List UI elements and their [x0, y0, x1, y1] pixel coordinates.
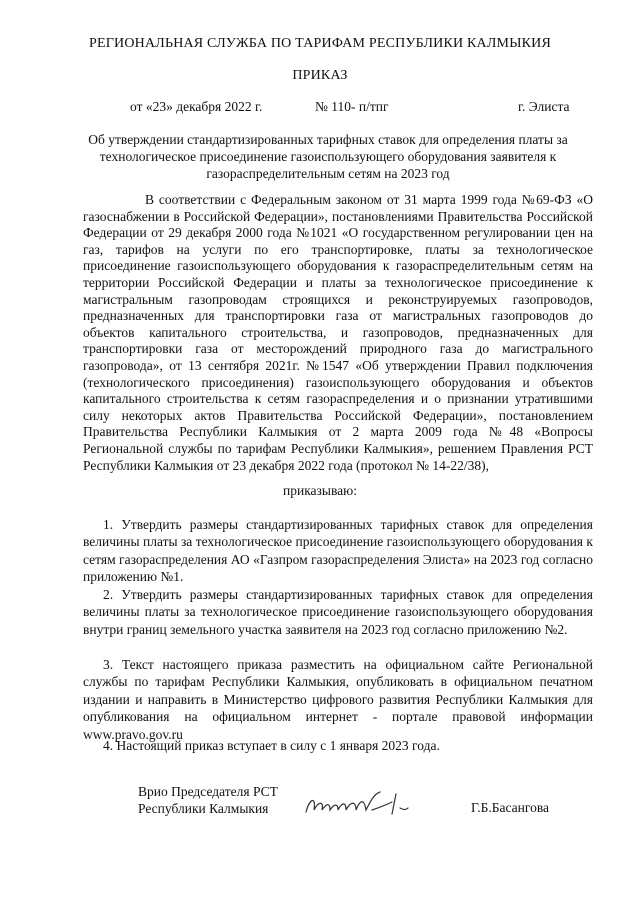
handwritten-signature — [300, 788, 420, 820]
order-number: № 110- п/тпг — [315, 99, 389, 114]
order-item-3: 3. Текст настоящего приказа разместить на официальном сайте Региональной службы по тарифам Республики Калмыкия, опубликовать в официальном печатном издании и направить в Министерство цифрового развития Республики Калмыкия для опубликования на официальном интернет - портале правовой информации www.pravo.gov.ru — [83, 657, 593, 742]
order-item-1: 1. Утвердить размеры стандартизированных тарифных ставок для определения величины платы за технологическое присоединение газоиспользующего оборудования к сетям газораспределения АО «Газпром газораспределения Элиста» на 2023 год согласно приложению №1. — [83, 517, 593, 585]
order-item-2: 2. Утвердить размеры стандартизированных тарифных ставок для определения величины платы за технологическое присоединение газоиспользующего оборудования внутри границ земельного участка заявителя на 2023 год согласно приложению №2. — [83, 587, 593, 637]
signatory-position-line2: Республики Калмыкия — [138, 801, 269, 816]
signatory-name: Г.Б.Басангова — [471, 800, 550, 815]
agency-name: РЕГИОНАЛЬНАЯ СЛУЖБА ПО ТАРИФАМ РЕСПУБЛИКИ КАЛМЫКИЯ — [88, 36, 552, 51]
order-date: от «23» декабря 2022 г. — [130, 99, 263, 114]
preamble-paragraph: В соответствии с Федеральным законом от 31 марта 1999 года №69-ФЗ «О газоснабжении в Российской Федерации», постановлениями Правительства Российской Федерации от 29 декабря 2000 года №1021 «О государственном регулировании цен на газ, тарифов на услуги по его транспортировке, платы за технологическое присоединение газоиспользующего оборудования к газораспределительным сетям на территории Российской Федерации и платы за технологическое присоединение к магистральным газопроводам строящихся и реконструируемых газопроводов, предназначенных для транспортировки газа от магистральных газопроводов до объектов капитального строительства, и газопроводов, предназначенных для транспортировки газа от месторождений природного газа до магистрального газопровода», от 13 сентября 2021г. №1547 «Об утверждении Правил подключения (технологического присоединения) газоиспользующего оборудования и объектов капитального строительства к сетям газораспределения и о признании утратившими силу некоторых актов Правительства Российской Федерации», постановлением Правительства Республики Калмыкия от 2 марта 2009 года №48 «Вопросы Региональной службы по тарифам Республики Калмыкия», решением Правления РСТ Республики Калмыкия от 23 декабря 2022 года (протокол № 14-22/38), — [83, 192, 593, 473]
order-city: г. Элиста — [518, 99, 570, 114]
order-word: приказываю: — [283, 483, 357, 498]
signatory-position — [138, 783, 278, 817]
signatory-position-line1: Врио Председателя РСТ — [138, 784, 278, 799]
order-item-4: 4. Настоящий приказ вступает в силу с 1 января 2023 года. — [103, 738, 440, 753]
document-title: Об утверждении стандартизированных тарифных ставок для определения платы за технологическое присоединение газоиспользующего оборудования заявителя к газораспределительным сетям на 2023 год — [88, 132, 568, 181]
document-type: ПРИКАЗ — [292, 68, 348, 83]
